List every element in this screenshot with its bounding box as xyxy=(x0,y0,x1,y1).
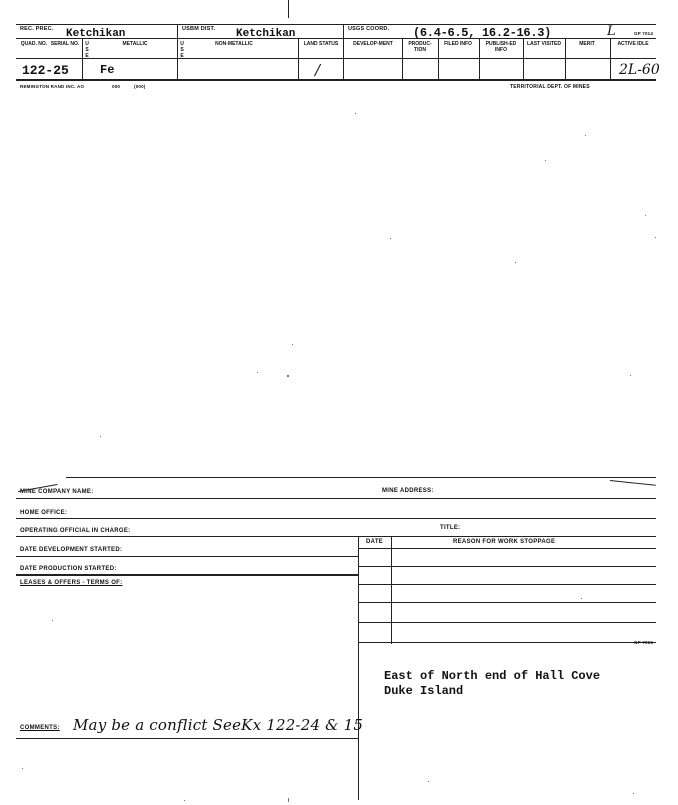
header-bottom-rule xyxy=(16,38,656,39)
printer-code-2: (000) xyxy=(134,84,146,89)
scan-speck xyxy=(257,372,258,373)
scan-speck xyxy=(633,793,634,794)
header-divider-1 xyxy=(177,24,178,38)
col-merit: MERIT xyxy=(579,41,595,47)
scan-speck xyxy=(52,620,53,621)
col-quad-no: QUAD. NO. xyxy=(20,41,48,47)
usbm-dist-label: USBM DIST. xyxy=(182,26,216,32)
home-office-rule xyxy=(16,518,656,519)
row-bottom-rule xyxy=(16,79,656,81)
lower-top-slant xyxy=(610,480,656,486)
operating-official-label: OPERATING OFFICIAL IN CHARGE: xyxy=(20,528,131,534)
col-metallic: METALLIC xyxy=(122,41,148,47)
corner-mark: L xyxy=(607,24,616,39)
scan-speck xyxy=(581,598,582,599)
row-land-status: / xyxy=(315,61,321,79)
location-line-2: Duke Island xyxy=(384,684,464,698)
date-production-label: DATE PRODUCTION STARTED: xyxy=(20,566,117,572)
scan-speck xyxy=(22,768,23,769)
date-development-rule xyxy=(16,556,358,557)
comments-label: COMMENTS: xyxy=(20,725,60,731)
col-divider-9 xyxy=(565,38,566,80)
home-office-label: HOME OFFICE: xyxy=(20,510,68,516)
date-col-label: DATE xyxy=(366,539,384,545)
col-development: DEVELOP-MENT xyxy=(353,41,393,47)
date-production-rule xyxy=(16,574,358,576)
scan-speck xyxy=(585,135,586,136)
title-label: TITLE: xyxy=(440,525,461,531)
location-line-1: East of North end of Hall Cove xyxy=(384,669,601,683)
col-divider-2 xyxy=(177,38,178,80)
col-divider-3 xyxy=(298,38,299,80)
department-imprint: TERRITORIAL DEPT. OF MINES xyxy=(510,84,590,90)
row-quad-serial: 122-25 xyxy=(22,63,69,78)
col-divider-8 xyxy=(523,38,524,80)
scan-speck xyxy=(655,237,656,238)
row-metallic: Fe xyxy=(100,63,115,77)
lower-top-rule xyxy=(66,477,656,478)
scan-speck xyxy=(287,375,289,377)
rec-prec-value: Ketchikan xyxy=(66,28,126,40)
usbm-dist-value: Ketchikan xyxy=(236,28,296,40)
scan-speck xyxy=(100,436,101,437)
rec-prec-label: REC. PREC. xyxy=(20,26,54,32)
form-number: GP 7014 xyxy=(634,31,654,36)
col-divider-10 xyxy=(610,38,611,80)
binding-mark xyxy=(288,0,289,18)
scan-speck xyxy=(292,344,293,345)
reason-col-label: REASON FOR WORK STOPPAGE xyxy=(453,539,556,545)
col-active-idle: ACTIVE IDLE xyxy=(617,41,649,47)
stoppage-row-4 xyxy=(358,622,656,623)
operating-official-rule xyxy=(16,536,656,537)
col-use-marker-metallic: U S E xyxy=(85,41,89,59)
stoppage-bottom-rule xyxy=(358,642,656,643)
date-development-label: DATE DEVELOPMENT STARTED: xyxy=(20,547,123,553)
scan-speck xyxy=(355,113,356,114)
scan-speck xyxy=(288,798,289,802)
scan-speck xyxy=(645,215,646,216)
col-divider-6 xyxy=(438,38,439,80)
comments-value: May be a conflict SeeKx 122-24 & 15 xyxy=(73,716,364,734)
col-divider-1 xyxy=(82,38,83,80)
mine-company-name-label: MINE COMPANY NAME: xyxy=(20,489,94,495)
scan-speck xyxy=(390,238,391,239)
stoppage-date-divider xyxy=(391,536,392,644)
col-non-metallic: NON-METALLIC xyxy=(215,41,253,47)
form-number-2: GP 7015 xyxy=(634,640,654,645)
stoppage-left-border xyxy=(358,536,359,800)
header-divider-2 xyxy=(343,24,344,38)
col-last-visited: LAST VISITED xyxy=(527,41,561,47)
printer-imprint: REMINGTON RAND INC. AO xyxy=(20,84,85,89)
mine-company-rule xyxy=(16,498,656,499)
scan-speck xyxy=(515,262,516,263)
usgs-coord-value: (6.4-6.5, 16.2-16.3) xyxy=(413,26,552,40)
stoppage-row-2 xyxy=(358,584,656,585)
stoppage-row-1 xyxy=(358,566,656,567)
col-divider-4 xyxy=(343,38,344,80)
leases-label: LEASES & OFFERS - TERMS OF: xyxy=(20,580,123,586)
col-published-info: PUBLISH-ED INFO xyxy=(485,41,517,53)
scan-speck xyxy=(545,160,546,161)
col-filed-info: FILED INFO xyxy=(444,41,472,47)
stoppage-header-rule xyxy=(358,548,656,549)
scan-speck xyxy=(630,375,631,376)
column-header-rule xyxy=(16,58,656,59)
row-active-idle: 2L-60 xyxy=(619,62,660,78)
scan-speck xyxy=(428,781,429,782)
usgs-coord-label: USGS COORD. xyxy=(348,26,390,32)
mine-address-label: MINE ADDRESS: xyxy=(382,488,434,494)
col-production: PRODUC-TION xyxy=(408,41,432,53)
col-serial-no: SERIAL NO. xyxy=(50,41,80,47)
col-use-marker-nonmetallic: U S E xyxy=(180,41,184,59)
col-divider-5 xyxy=(402,38,403,80)
col-divider-7 xyxy=(479,38,480,80)
col-land-status: LAND STATUS xyxy=(303,41,339,47)
printer-code: 000 xyxy=(112,84,121,89)
comments-rule xyxy=(16,738,358,739)
scan-speck xyxy=(184,800,185,801)
stoppage-row-3 xyxy=(358,602,656,603)
header-top-rule xyxy=(16,24,656,25)
